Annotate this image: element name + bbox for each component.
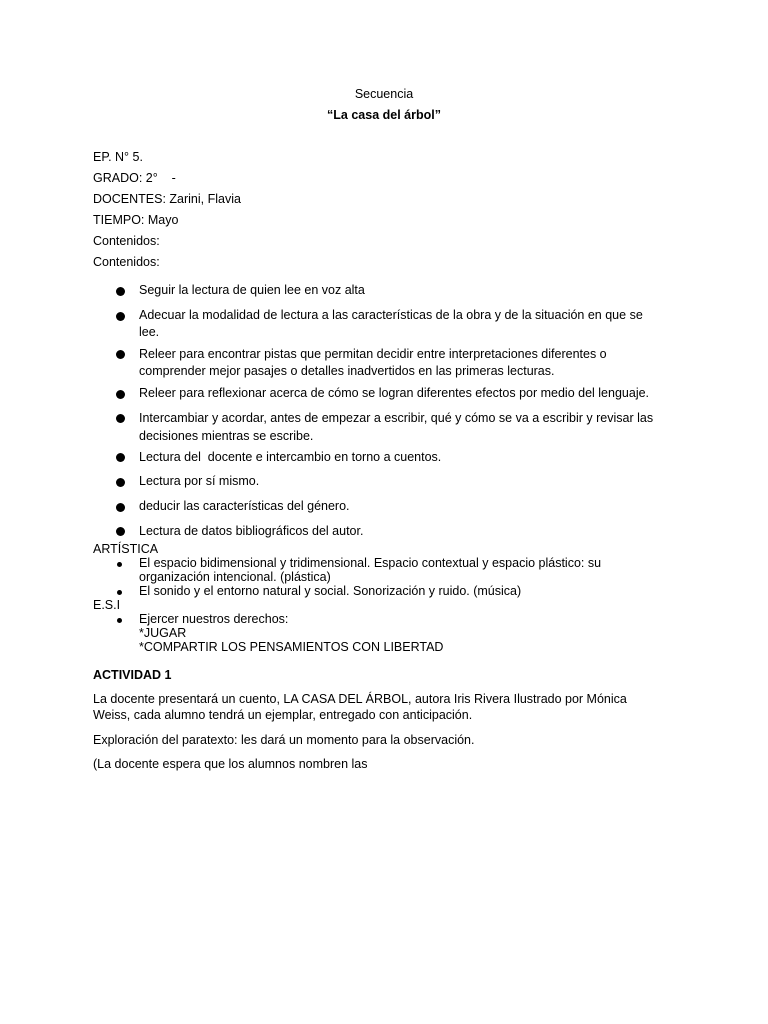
header-school: EP. N° 5.	[93, 150, 143, 164]
list-item-text: Lectura de datos bibliográficos del autor.	[139, 524, 364, 538]
list-item-text: deducir las características del género.	[139, 499, 350, 513]
list-item-text: comprender mejor pasajes o detalles inadvertidos en las primeras lecturas.	[139, 364, 555, 378]
bullet-icon	[116, 414, 125, 423]
activity-heading: ACTIVIDAD 1	[93, 668, 172, 682]
list-item-text: El sonido y el entorno natural y social. Sonorización y ruido. (música)	[139, 584, 522, 598]
list-item-text: Ejercer nuestros derechos:	[139, 612, 289, 626]
header-time: TIEMPO: Mayo	[93, 213, 179, 227]
bullet-icon	[117, 562, 122, 567]
bullet-icon	[116, 453, 125, 462]
bullet-icon	[116, 287, 125, 296]
list-item-text: Seguir la lectura de quien lee en voz alta	[139, 283, 365, 297]
list-item-text: organización intencional. (plástica)	[139, 570, 331, 584]
list-item-text: Lectura del docente e intercambio en torno a cuentos.	[139, 450, 442, 464]
paragraph-line: (La docente espera que los alumnos nombren las	[93, 757, 368, 771]
list-item-text: El espacio bidimensional y tridimensional. Espacio contextual y espacio plástico: su	[139, 556, 602, 570]
list-item-text: Lectura por sí mismo.	[139, 474, 260, 488]
list-item-text: Releer para reflexionar acerca de cómo se logran diferentes efectos por medio del lenguaje.	[139, 386, 650, 400]
bullet-icon	[116, 503, 125, 512]
list-item-text: Intercambiar y acordar, antes de empezar a escribir, qué y cómo se va a escribir y revisar las	[139, 411, 654, 425]
list-item-text: lee.	[139, 325, 160, 339]
bullet-icon	[116, 312, 125, 321]
bullet-icon	[116, 527, 125, 536]
header-grade: GRADO: 2° -	[93, 171, 176, 185]
list-item-text: *JUGAR	[139, 626, 187, 640]
bullet-icon	[116, 478, 125, 487]
bullet-icon	[116, 390, 125, 399]
artistica-heading: ARTÍSTICA	[93, 542, 159, 556]
list-item-text: *COMPARTIR LOS PENSAMIENTOS CON LIBERTAD	[139, 640, 444, 654]
bullet-icon	[116, 350, 125, 359]
bullet-icon	[117, 618, 122, 623]
header-contents-label: Contenidos:	[93, 234, 160, 248]
list-item-text: decisiones mientras se escribe.	[139, 429, 314, 443]
list-item-text: Releer para encontrar pistas que permitan decidir entre interpretaciones diferentes o	[139, 347, 607, 361]
document-title: Secuencia	[354, 87, 414, 101]
esi-heading: E.S.I	[93, 598, 121, 612]
bullet-icon	[117, 590, 122, 595]
header-contents-label-2: Contenidos:	[93, 255, 160, 269]
header-teachers: DOCENTES: Zarini, Flavia	[93, 192, 241, 206]
list-item-text: Adecuar la modalidad de lectura a las características de la obra y de la situación en que se	[139, 308, 643, 322]
document-subtitle: “La casa del árbol”	[327, 108, 441, 122]
paragraph-line: Exploración del paratexto: les dará un momento para la observación.	[93, 733, 475, 747]
paragraph-line: Weiss, cada alumno tendrá un ejemplar, entregado con anticipación.	[93, 708, 473, 722]
paragraph-line: La docente presentará un cuento, LA CASA DEL ÁRBOL, autora Iris Rivera Ilustrado por Mónica	[93, 692, 627, 706]
